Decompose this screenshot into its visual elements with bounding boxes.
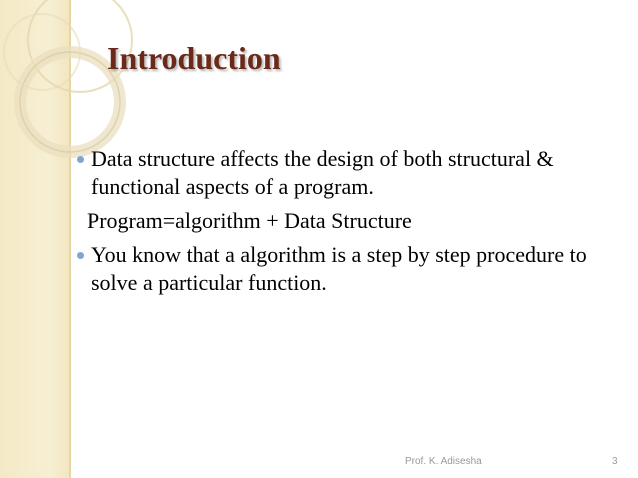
formula-line: Program=algorithm + Data Structure [87, 208, 412, 233]
page-number: 3 [612, 456, 618, 467]
slide-content [76, 145, 621, 297]
bullet-icon [77, 252, 84, 259]
bullet-item [76, 241, 621, 297]
bullet-item [76, 145, 621, 201]
bullet-icon [77, 156, 84, 163]
footer-author: Prof. K. Adisesha [405, 456, 482, 467]
bullet-text: Data structure affects the design of both structural & functional aspects of a program. [91, 146, 554, 199]
slide-title: Introduction [107, 40, 281, 76]
bullet-text: You know that a algorithm is a step by step procedure to solve a particular function. [91, 242, 587, 295]
